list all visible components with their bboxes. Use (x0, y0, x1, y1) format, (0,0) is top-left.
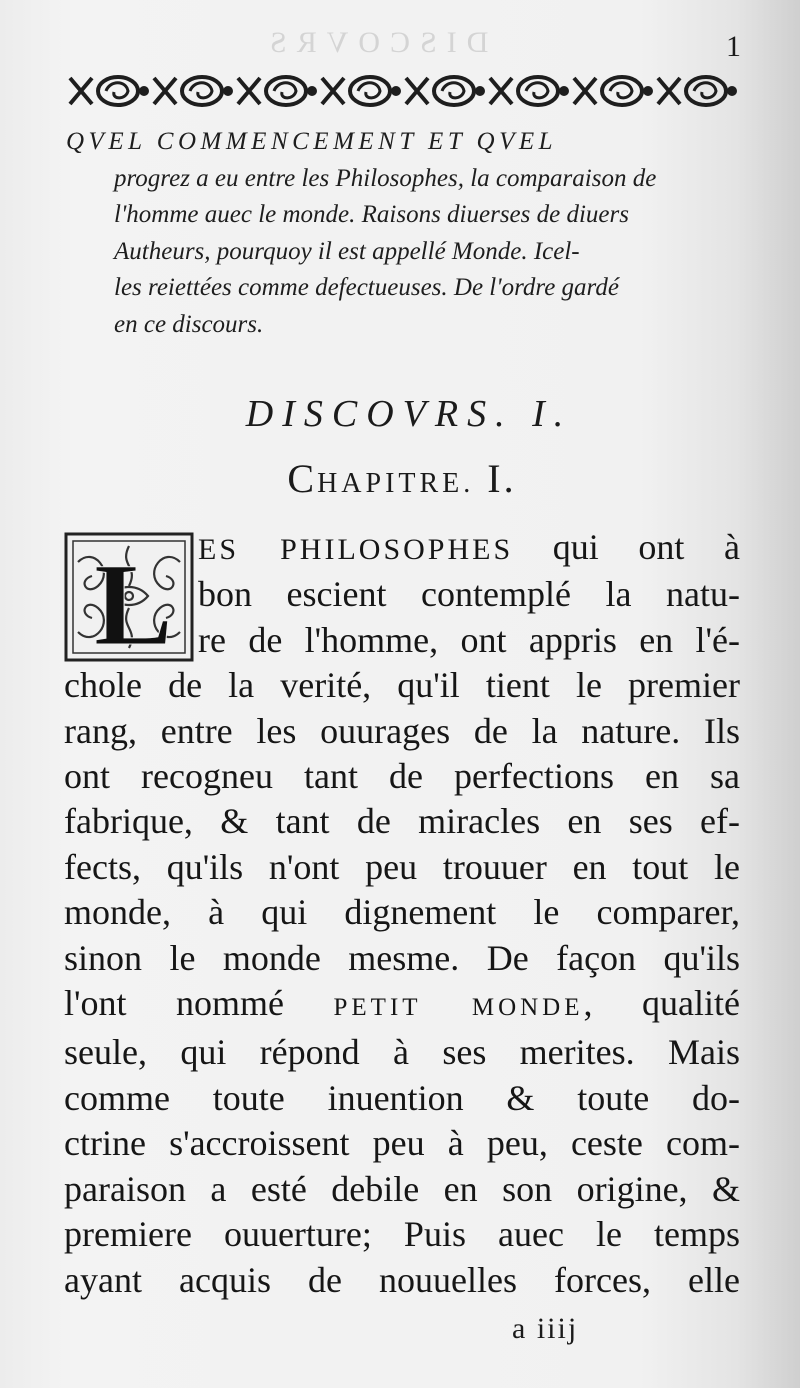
dropcap-letter: L (94, 539, 173, 662)
text-line: sinon le monde mesme. De façon qu'ils (64, 937, 740, 978)
text-line: re de l'homme, ont appris en l'é- (198, 619, 740, 660)
small-caps-opening: ES PHILOSOPHES (198, 533, 514, 566)
discours-title: DISCOVRS. I. (245, 393, 573, 435)
ornament-motif (406, 77, 483, 105)
summary-lead: QVEL COMMENCEMENT ET QVEL (66, 128, 558, 155)
text-line: comme toute inuention & toute do- (64, 1077, 740, 1118)
body-text (64, 525, 740, 1303)
text-line: fects, qu'ils n'ont peu trouuer en tout le (64, 846, 740, 887)
text-line: seule, qui répond à ses merites. Mais (64, 1032, 740, 1073)
text-line: ayant acquis de nouuelles forces, elle (64, 1259, 740, 1300)
chapter-title-initial: C (287, 456, 318, 501)
text-line: premiere ouuerture; Puis auec le temps (64, 1214, 740, 1255)
text-line: rang, entre les ouurages de la nature. Ils (64, 710, 740, 751)
text-line: paraison a esté debile en son origine, & (64, 1168, 740, 1209)
text-line: bon escient contemplé la natu- (198, 574, 740, 615)
petit-monde-before: l'ont nommé (64, 983, 334, 1024)
petit-monde-after: , qualité (583, 983, 740, 1024)
ornament-motif (658, 77, 735, 105)
signature-mark: a iiij (512, 1312, 579, 1345)
text-line (64, 981, 740, 1030)
page-number: 1 (726, 30, 741, 63)
ornament-motif (70, 77, 147, 105)
summary-line: en ce discours. (114, 310, 264, 338)
chapter-summary (66, 124, 746, 343)
ornament-motif (238, 77, 315, 105)
chapter-title (0, 455, 800, 502)
summary-line: l'homme auec le monde. Raisons diuerses de diuers (114, 201, 629, 228)
text-line: ont recogneu tant de perfections en sa (64, 756, 740, 797)
text-line: ctrine s'accroissent peu à peu, ceste com- (64, 1123, 740, 1164)
chapter-title-numeral: I. (487, 456, 517, 501)
chapter-title-word: HAPITRE. (317, 468, 475, 499)
first-line-rest: qui ont à (513, 527, 740, 567)
ornament-motif (154, 77, 231, 105)
text-line: fabrique, & tant de miracles en ses ef- (64, 801, 740, 842)
text-line: monde, à qui dignement le comparer, (64, 892, 740, 933)
text-line: chole de la verité, qu'il tient le premier (64, 665, 740, 706)
summary-line: progrez a eu entre les Philosophes, la comparaison de (114, 164, 657, 192)
petit-monde-small-caps: PETIT MONDE (333, 994, 584, 1022)
ornament-motif (322, 77, 399, 105)
text-line (64, 525, 740, 572)
summary-line: les reiettées comme defectueuses. De l'ordre gardé (114, 274, 619, 301)
ornament-motif (574, 77, 651, 105)
show-through-text: DISCOVRS (260, 26, 489, 59)
ornamental-headband (66, 70, 738, 112)
ornament-motif (490, 77, 567, 105)
summary-line: Autheurs, pourquoy il est appellé Monde. Icel- (114, 237, 580, 265)
